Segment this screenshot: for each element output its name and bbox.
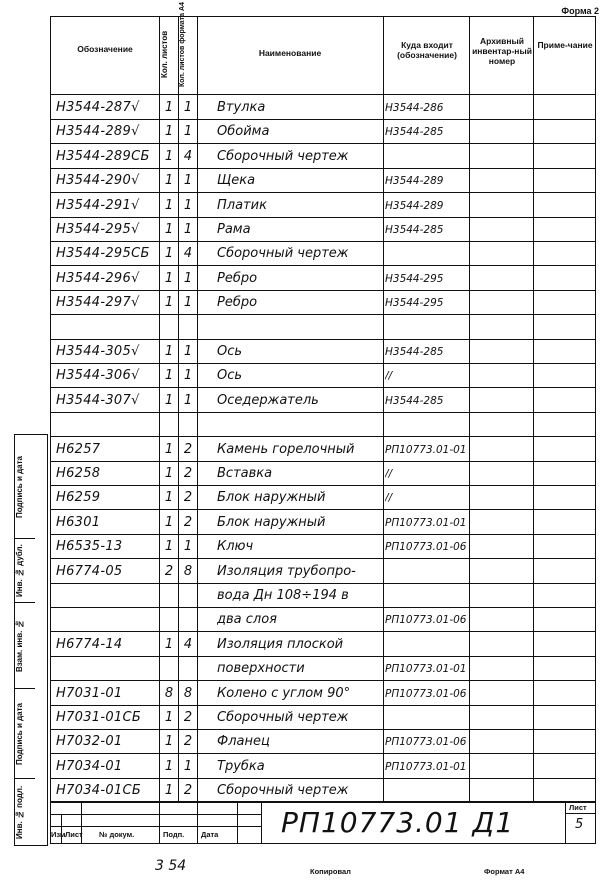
sheets-cell: 1 (164, 148, 174, 164)
name-cell: Платик (217, 197, 267, 213)
sheets-cell: 1 (164, 758, 174, 774)
sheets-cell: 8 (164, 685, 174, 701)
header-format-a4: Кол. листов формата А4 (179, 2, 186, 87)
designation-cell: Н6774-05 (56, 563, 123, 579)
sidebar-cell (15, 435, 35, 539)
header-name: Наименование (258, 48, 322, 58)
where-used-cell: Н3544-295 (385, 272, 444, 285)
table-row (51, 607, 595, 631)
where-used-cell: РП10773.01-01 (385, 443, 467, 456)
sidebar-signature-date-1: Подпись и дата (15, 456, 24, 518)
table-row (51, 583, 595, 607)
where-used-cell: Н3544-295 (385, 297, 444, 310)
table-row (51, 559, 595, 583)
name-cell: Обойма (217, 124, 270, 140)
name-cell: Блок наружный (217, 490, 326, 506)
sheets-cell: 1 (164, 173, 174, 189)
sheets-cell: 1 (164, 344, 174, 359)
where-used-cell: Н3544-289 (385, 175, 444, 188)
table-row (51, 656, 595, 680)
sheets-cell: 1 (164, 197, 174, 213)
sidebar-dup-inv: Инв. № дубл. (15, 544, 24, 598)
table-row (51, 315, 595, 339)
table-row (51, 437, 595, 461)
designation-cell: Н3544-295СБ (56, 246, 150, 262)
archive-stamp: 3 54 (155, 858, 187, 874)
where-used-cell: РП10773.01-06 (385, 541, 467, 554)
format-cell: 1 (183, 270, 193, 286)
designation-cell: Н6301 (56, 514, 101, 530)
where-used-cell: Н3544-285 (385, 346, 444, 358)
name-cell: Сборочный чертеж (217, 148, 349, 164)
where-used-cell: РП10773.01-06 (385, 736, 467, 749)
header-archive-no: Архивный инвентар-ный номер (472, 36, 532, 66)
sidebar-cell (15, 689, 35, 779)
name-cell: Блок наружный (217, 514, 326, 530)
sheets-cell: 1 (164, 222, 174, 237)
designation-cell: Н7034-01 (56, 758, 123, 774)
table-row (51, 144, 595, 168)
header-designation: Обозначение (77, 44, 133, 54)
table-row (51, 681, 595, 705)
where-used-cell: Н3544-289 (385, 199, 444, 212)
format-label: Формат А4 (484, 867, 525, 876)
format-cell: 4 (183, 636, 193, 652)
sheets-cell: 1 (164, 710, 174, 725)
designation-cell: Н3544-291√ (56, 197, 140, 213)
name-cell: Оседержатель (217, 392, 319, 408)
designation-cell: Н7031-01СБ (56, 710, 142, 725)
tb-doc-no: № докум. (99, 830, 135, 839)
where-used-cell: Н3544-285 (385, 126, 444, 139)
name-cell: Ось (217, 368, 243, 384)
sheets-cell: 1 (164, 539, 174, 555)
table-row (51, 729, 595, 753)
format-cell: 1 (183, 758, 193, 774)
designation-cell: Н6259 (56, 490, 101, 506)
table-row (51, 632, 595, 656)
table-row (51, 95, 595, 119)
sheets-cell: 1 (164, 368, 174, 384)
format-cell: 2 (183, 490, 193, 506)
designation-cell: Н3544-297√ (56, 295, 140, 311)
name-cell: Сборочный чертеж (217, 783, 349, 799)
name-cell: Вставка (217, 466, 273, 481)
sidebar-signature-date-2: Подпись и дата (15, 703, 24, 765)
table-row (51, 510, 595, 534)
table-row (51, 119, 595, 143)
name-cell: вода Дн 108÷194 в (217, 588, 349, 603)
format-cell: 1 (183, 539, 193, 555)
format-cell: 2 (183, 441, 193, 457)
sheets-cell: 1 (164, 100, 174, 115)
header-note: Приме-чание (537, 40, 593, 50)
designation-cell: Н7031-01 (56, 685, 123, 701)
sheets-cell: 2 (164, 563, 174, 579)
where-used-cell: РП10773.01-01 (385, 516, 467, 529)
sheets-cell: 1 (164, 466, 174, 481)
format-cell: 1 (183, 197, 193, 213)
name-cell: Сборочный чертеж (217, 710, 349, 725)
header-where-used: Куда входит (обозначение) (397, 40, 457, 60)
designation-cell: Н3544-307√ (56, 392, 140, 408)
table-row (51, 485, 595, 509)
where-used-cell: // (385, 492, 393, 505)
name-cell: поверхности (217, 661, 305, 677)
table-row (51, 168, 595, 192)
designation-cell: Н6535-13 (56, 539, 123, 555)
tb-sheet-no: 5 (575, 817, 584, 832)
name-cell: Ключ (217, 539, 254, 555)
format-cell: 1 (183, 392, 193, 408)
document-code: РП10773.01 Д1 (281, 806, 515, 839)
name-cell: Колено с углом 90° (217, 685, 351, 701)
table-row (51, 412, 595, 436)
form-label: Форма 2 (561, 6, 599, 16)
left-sidebar (14, 434, 48, 846)
table-row (51, 705, 595, 729)
name-cell: два слоя (217, 612, 277, 628)
sheets-cell: 1 (164, 734, 174, 750)
where-used-cell: Н3544-285 (385, 224, 444, 236)
designation-cell: Н3544-305√ (56, 344, 140, 359)
format-cell: 1 (183, 222, 193, 237)
tb-line (51, 814, 261, 815)
name-cell: Ось (217, 344, 243, 359)
sheets-cell: 1 (164, 295, 174, 311)
where-used-cell: РП10773.01-01 (385, 760, 467, 773)
sheets-cell: 1 (164, 514, 174, 530)
tb-line (197, 801, 198, 843)
format-cell: 2 (183, 734, 193, 750)
sidebar-orig-inv: Инв. № подл. (15, 785, 24, 839)
format-cell: 1 (183, 100, 193, 115)
table-row (51, 388, 595, 412)
name-cell: Рама (217, 222, 251, 237)
designation-cell: Н3544-289СБ (56, 148, 150, 164)
sidebar-replace-inv: Взам. инв. № (15, 619, 24, 673)
where-used-cell: РП10773.01-06 (385, 614, 467, 627)
designation-cell: Н6258 (56, 466, 101, 481)
where-used-cell: Н3544-285 (385, 394, 444, 407)
tb-line (565, 801, 566, 843)
table-row (51, 461, 595, 485)
designation-cell: Н7034-01СБ (56, 783, 142, 799)
name-cell: Ребро (217, 295, 258, 311)
designation-cell: Н3544-290√ (56, 173, 140, 189)
sheets-cell: 1 (164, 490, 174, 506)
format-cell: 2 (183, 514, 193, 530)
tb-sheet-label: Лист (569, 803, 587, 812)
tb-line (261, 801, 262, 843)
tb-line (565, 813, 595, 814)
where-used-cell: РП10773.01-06 (385, 687, 467, 700)
format-cell: 8 (183, 563, 193, 579)
table-row (51, 290, 595, 314)
sidebar-cell (15, 539, 35, 603)
name-cell: Изоляция трубопро- (217, 563, 356, 579)
format-cell: 1 (183, 173, 193, 189)
name-cell: Изоляция плоской (217, 636, 344, 652)
tb-list: Лист (65, 830, 83, 839)
sheets-cell: 1 (164, 636, 174, 652)
format-cell: 2 (183, 710, 193, 725)
designation-cell: Н3544-296√ (56, 270, 140, 286)
table-row (51, 339, 595, 363)
copied-label: Копировал (310, 867, 351, 876)
table-row (51, 534, 595, 558)
tb-line (51, 826, 261, 827)
format-cell: 4 (183, 148, 193, 164)
name-cell: Сборочный чертеж (217, 246, 349, 262)
sheets-cell: 1 (164, 270, 174, 286)
designation-cell: Н3544-295√ (56, 222, 140, 237)
format-cell: 2 (183, 466, 193, 481)
format-cell: 8 (183, 685, 193, 701)
name-cell: Трубка (217, 758, 265, 774)
tb-data: Дата (201, 830, 219, 839)
format-cell: 4 (183, 246, 193, 262)
designation-cell: Н6774-14 (56, 636, 123, 652)
table-row (51, 241, 595, 265)
format-cell: 1 (183, 344, 193, 359)
sheets-cell: 1 (164, 441, 174, 457)
name-cell: Ребро (217, 270, 258, 286)
designation-cell: Н6257 (56, 441, 101, 457)
where-used-cell: // (385, 468, 393, 480)
format-cell: 2 (183, 783, 193, 799)
designation-cell: Н3544-289√ (56, 124, 140, 140)
where-used-cell: РП10773.01-01 (385, 663, 467, 676)
name-cell: Фланец (217, 734, 270, 750)
tb-line (159, 801, 160, 843)
tb-izm: Изм (51, 830, 66, 839)
sheets-cell: 1 (164, 246, 174, 262)
tb-line (237, 801, 238, 843)
designation-cell: Н3544-287√ (56, 100, 140, 115)
sidebar-cell (15, 603, 35, 689)
table-row (51, 193, 595, 217)
format-cell: 1 (183, 368, 193, 384)
header-sheets-count: Кол. листов (160, 30, 169, 78)
designation-cell: Н7032-01 (56, 734, 123, 750)
format-cell: 1 (183, 295, 193, 311)
name-cell: Щека (217, 173, 256, 189)
designation-cell: Н3544-306√ (56, 368, 140, 384)
tb-podp: Подп. (163, 830, 185, 839)
table-row (51, 266, 595, 290)
name-cell: Втулка (217, 100, 266, 115)
sheets-cell: 1 (164, 392, 174, 408)
name-cell: Камень горелочный (217, 441, 355, 457)
table-row (51, 754, 595, 778)
table-row (51, 217, 595, 241)
format-cell: 1 (183, 124, 193, 140)
table-row (51, 778, 595, 802)
sheets-cell: 1 (164, 124, 174, 140)
where-used-cell: Н3544-286 (385, 102, 444, 114)
sheets-cell: 1 (164, 783, 174, 799)
sidebar-cell (15, 779, 35, 845)
where-used-cell: // (385, 370, 393, 383)
table-row (51, 363, 595, 387)
